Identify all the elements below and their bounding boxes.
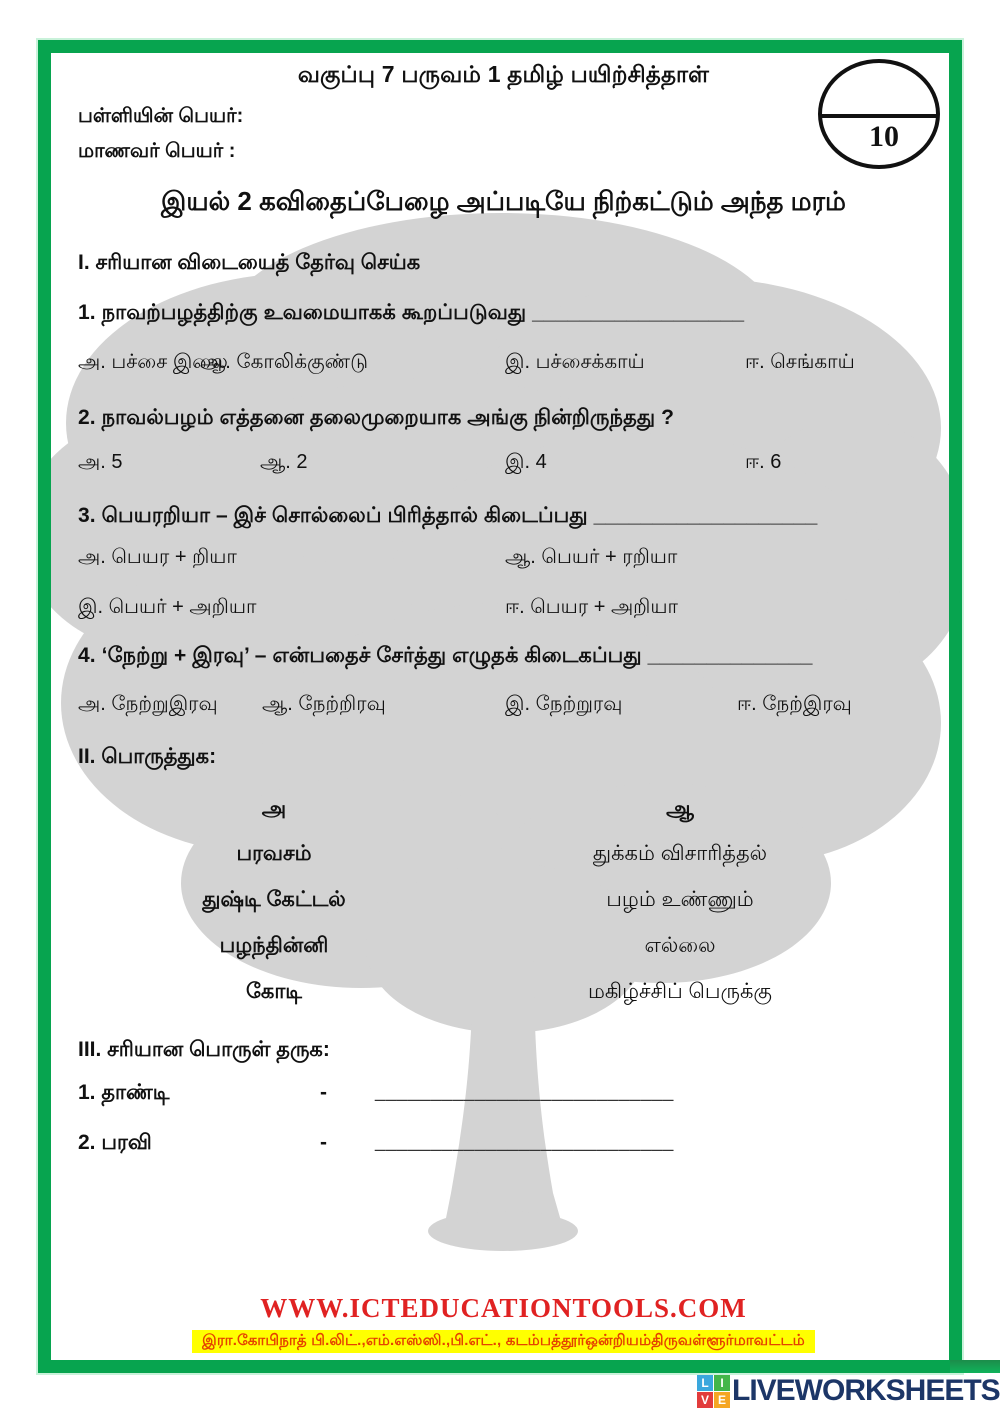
q2-option-i[interactable]: இ. 4 [505,451,547,473]
match-row-4 [78,980,929,1026]
match-right-1[interactable]: துக்கம் விசாரித்தல் [592,842,768,865]
worksheet-title: வகுப்பு 7 பருவம் 1 தமிழ் பயிற்சித்தாள் [297,61,710,87]
match-col-b-header: ஆ [666,796,694,821]
q4-option-a[interactable]: அ. நேற்றுஇரவு [78,693,218,715]
website-link[interactable]: WWW.ICTEDUCATIONTOOLS.COM [260,1293,747,1323]
match-left-4[interactable]: கோடி [245,980,303,1003]
liveworksheets-icon [697,1375,730,1408]
marks-badge [818,59,940,169]
school-name-label[interactable]: பள்ளியின் பெயர்: [78,105,244,127]
question-3: 3. பெயரறியா – இச் சொல்லைப் பிரித்தால் கிடைப்பது ___________________ [78,504,818,527]
meaning-word-1: 1. தாண்டி [78,1081,170,1104]
q1-option-ii[interactable]: ஈ. செங்காய் [745,351,855,373]
logo-tile-i: I [714,1375,730,1391]
q1-option-a[interactable]: அ. பச்சை இலை [78,351,228,373]
q3-option-i[interactable]: இ. பெயர் + அறியா [78,596,257,618]
author-credit: இரா.கோபிநாத் பி.லிட்.,எம்.எஸ்ஸி.,பி.எட்., கடம்பத்தூர்ஒன்றியம்திருவள்ளூர்மாவட்டம் [192,1330,815,1353]
question-4: 4. ‘நேற்று + இரவு’ – என்பதைச் சேர்த்து எழுதக் கிடைகப்பது ______________ [78,644,813,667]
q4-option-i[interactable]: இ. நேற்றுரவு [505,693,623,715]
section1-heading: I. சரியான விடையைத் தேர்வு செய்க [78,251,421,274]
worksheet-frame [38,40,962,1373]
logo-tile-e: E [714,1392,730,1408]
match-row-2 [78,888,929,934]
q1-option-aa[interactable]: ஆ. கோலிக்குண்டு [200,351,368,373]
q3-option-a[interactable]: அ. பெயர + றியா [78,546,237,568]
match-left-1[interactable]: பரவசம் [236,842,312,865]
q4-option-aa[interactable]: ஆ. நேற்றிரவு [262,693,386,715]
liveworksheets-wordmark: LIVEWORKSHEETS [732,1374,1000,1407]
student-name-label[interactable]: மாணவர் பெயர் : [78,140,236,162]
logo-tile-l: L [697,1375,713,1391]
q2-option-a[interactable]: அ. 5 [78,451,123,473]
meaning-dash-2: - [320,1131,327,1154]
meaning-answer-blank-1[interactable]: ___________________________ [375,1081,674,1102]
q2-option-aa[interactable]: ஆ. 2 [260,451,308,473]
logo-tile-v: V [697,1392,713,1408]
q3-option-ii[interactable]: ஈ. பெயர + அறியா [505,596,678,618]
match-left-3[interactable]: பழந்தின்னி [219,934,329,957]
section2-heading: II. பொருத்துக: [78,745,217,768]
meaning-word-2: 2. பரவி [78,1131,152,1154]
match-col-a-header: அ [261,796,287,821]
match-row-3 [78,934,929,980]
match-right-4[interactable]: மகிழ்ச்சிப் பெருக்கு [588,980,772,1003]
match-left-2[interactable]: துஷ்டி கேட்டல் [202,888,346,911]
section3-heading: III. சரியான பொருள் தருக: [78,1038,330,1061]
q2-option-ii[interactable]: ஈ. 6 [745,451,782,473]
q1-option-i[interactable]: இ. பச்சைக்காய் [505,351,645,373]
marks-value: 10 [869,120,899,154]
meaning-row-2 [78,1131,929,1157]
liveworksheets-logo[interactable] [697,1374,1000,1408]
question-2: 2. நாவல்பழம் எத்தனை தலைமுறையாக அங்கு நின்றிருந்தது ? [78,406,675,429]
match-row-1 [78,842,929,888]
match-right-3[interactable]: எல்லை [644,934,716,957]
bottom-green-bar [950,1360,1000,1373]
match-right-2[interactable]: பழம் உண்ணும் [606,888,754,911]
q4-option-ii[interactable]: ஈ. நேற்இரவு [737,693,852,715]
question-1: 1. நாவற்பழத்திற்கு உவமையாகக் கூறப்படுவது __________________ [78,301,745,324]
lesson-title: இயல் 2 கவிதைப்பேழை அப்படியே நிற்கட்டும் அந்த மரம் [161,186,846,216]
q3-option-aa[interactable]: ஆ. பெயர் + ரறியா [505,546,678,568]
meaning-row-1 [78,1081,929,1107]
marks-divider-line [822,114,936,118]
meaning-answer-blank-2[interactable]: ___________________________ [375,1131,674,1152]
meaning-dash-1: - [320,1081,327,1104]
